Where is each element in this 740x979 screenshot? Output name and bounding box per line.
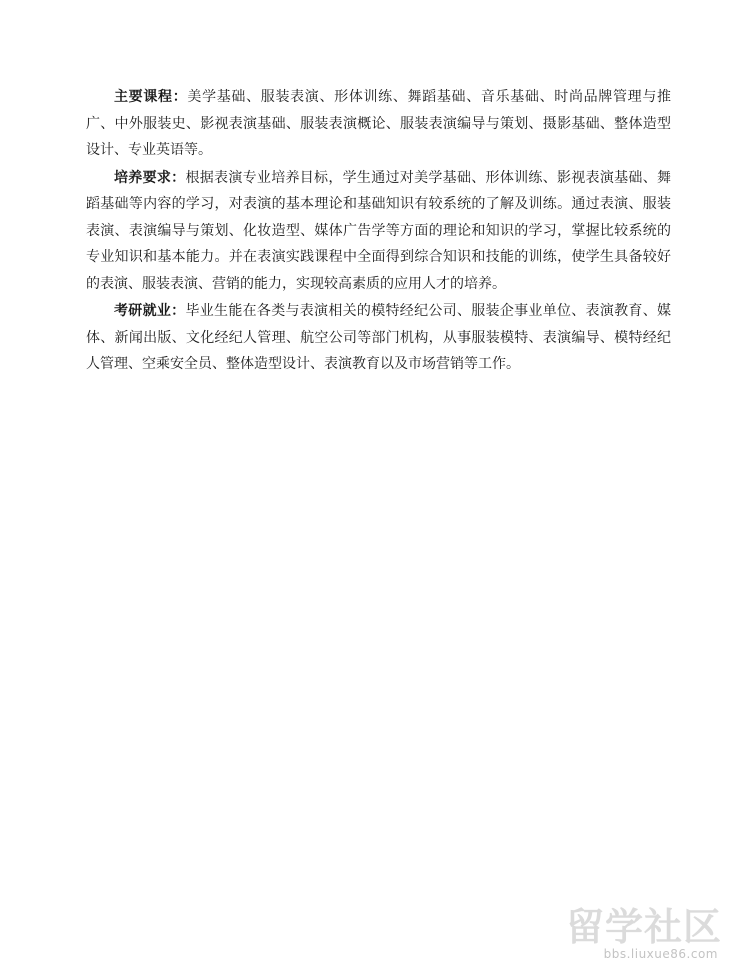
paragraph-text: 根据表演专业培养目标，学生通过对美学基础、形体训练、影视表演基础、舞蹈基础等内容的学习，对表演的基本理论和基础知识有较系统的了解及训练。通过表演、服装表演、表演编导与策划、化妆造型、媒体广告学等方面的理论和知识的学习，掌握比较系统的专业知识和基本能力。并在表演实践课程中全面得到综合知识和技能的训练，使学生具备较好的表演、服装表演、营销的能力，实现较高素质的应用人才的培养。 [86, 169, 672, 292]
paragraph-text: 美学基础、服装表演、形体训练、舞蹈基础、音乐基础、时尚品牌管理与推广、中外服装史、影视表演基础、服装表演概论、服装表演编导与策划、摄影基础、整体造型设计、专业英语等。 [86, 89, 672, 158]
paragraph-training-requirements [86, 165, 671, 298]
paragraph-main-courses [86, 84, 671, 164]
paragraph-text: 毕业生能在各类与表演相关的模特经纪公司、服装企事业单位、表演教育、媒体、新闻出版、文化经纪人管理、航空公司等部门机构，从事服装模特、表演编导、模特经纪人管理、空乘安全员、整体造型设计、表演教育以及市场营销等工作。 [86, 303, 672, 372]
paragraph-label: 培养要求： [114, 169, 186, 186]
document-body [86, 84, 671, 379]
site-watermark [546, 907, 722, 965]
paragraph-postgrad-employment [86, 298, 671, 378]
watermark-url: bbs.liuxue86.com [603, 947, 718, 961]
paragraph-label: 考研就业： [114, 303, 186, 319]
watermark-logo-text: 留学社区 [565, 905, 722, 949]
paragraph-label: 主要课程： [114, 89, 188, 105]
